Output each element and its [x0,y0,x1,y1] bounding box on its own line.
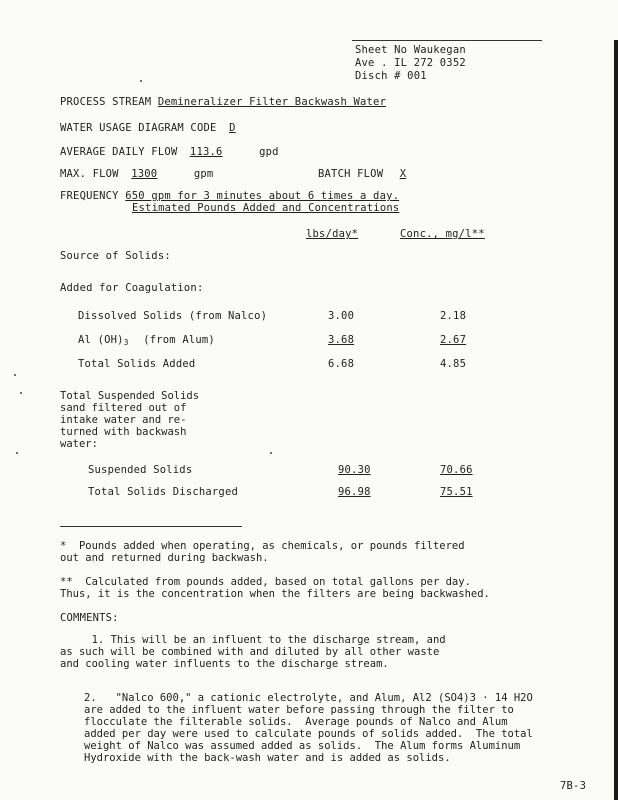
row-label: Total Solids Added [78,358,196,370]
row-lbs: 6.68 [328,358,355,370]
row-conc: 4.85 [440,358,467,370]
row-label: Suspended Solids [88,464,193,476]
scan-speck [14,374,16,376]
comments-label: COMMENTS: [60,612,119,624]
avg-daily-flow-unit: gpd [259,146,279,158]
max-flow-label: MAX. FLOW [60,168,119,180]
row-label: Total Solids Discharged [88,486,238,498]
page-number: 7B-3 [560,780,587,792]
column-lbs-header: lbs/day* [306,228,359,240]
scan-edge [614,40,618,800]
process-stream-field [60,96,386,108]
row-conc: 70.66 [440,464,473,476]
header-line-2: Ave . IL 272 0352 [355,57,466,69]
avg-daily-flow-field [60,146,279,158]
row-conc: 2.67 [440,334,467,346]
header-line-1: Sheet No Waukegan [355,44,466,56]
alum-formula: Al (OH) [78,334,124,346]
avg-daily-flow-value: 113.6 [189,146,223,158]
comment-2: 2. "Nalco 600," a cationic electrolyte, and Alum, Al2 (SO4)3 · 14 H2O are added to the influent water before passing through the filter to flocculate the filterable solids. Average pounds of Nalco and Alum added per day were used to calculate pounds of solids added. The total weight of Nalco was assumed added as solids. The Alum forms Aluminum Hydroxide with the back-wash water and is added as solids. [84,692,533,764]
source-of-solids: Source of Solids: [60,250,171,262]
added-for-coagulation: Added for Coagulation: [60,282,204,294]
header-rule [352,40,542,41]
process-stream-label: PROCESS STREAM [60,96,152,108]
batch-flow-field [318,168,406,180]
comment-1: 1. This will be an influent to the discharge stream, and as such will be combined with and diluted by all other waste and cooling water influents to the discharge stream. [60,634,446,670]
scan-speck [270,452,272,454]
water-usage-label: WATER USAGE DIAGRAM CODE [60,122,217,134]
row-lbs: 3.00 [328,310,355,322]
scan-speck [16,452,18,454]
frequency-value: 650 gpm for 3 minutes about 6 times a day. [125,190,400,202]
batch-flow-value: X [399,168,407,180]
frequency-label: FREQUENCY [60,190,119,202]
alum-formula-subscript: 3 [123,338,129,347]
batch-flow-label: BATCH FLOW [318,168,384,180]
row-lbs: 3.68 [328,334,355,346]
process-stream-value: Demineralizer Filter Backwash Water [157,96,387,108]
row-label: Dissolved Solids (from Nalco) [78,310,268,322]
tss-note: Total Suspended Solids sand filtered out of intake water and re- turned with backwash water: [60,390,200,450]
row-lbs: 90.30 [338,464,371,476]
scan-speck [140,80,142,82]
row-lbs: 96.98 [338,486,371,498]
avg-daily-flow-label: AVERAGE DAILY FLOW [60,146,178,158]
row-conc: 75.51 [440,486,473,498]
footnote-2: ** Calculated from pounds added, based on total gallons per day. Thus, it is the concentration when the filters are being backwashed. [60,576,490,600]
water-usage-field [60,122,236,134]
header-line-3: Disch # 001 [355,70,427,82]
footnote-1: * Pounds added when operating, as chemicals, or pounds filtered out and returned during backwash. [60,540,465,564]
column-conc-header: Conc., mg/l** [400,228,485,240]
water-usage-value: D [229,122,236,134]
max-flow-field [60,168,213,180]
alum-source: (from Alum) [143,334,215,346]
scan-speck [20,392,22,394]
frequency-field [60,190,399,202]
max-flow-value: 1300 [131,168,158,180]
row-label [78,334,215,347]
footnote-rule [60,526,242,527]
row-conc: 2.18 [440,310,467,322]
max-flow-unit: gpm [193,168,214,180]
section-title: Estimated Pounds Added and Concentrations [132,202,400,214]
